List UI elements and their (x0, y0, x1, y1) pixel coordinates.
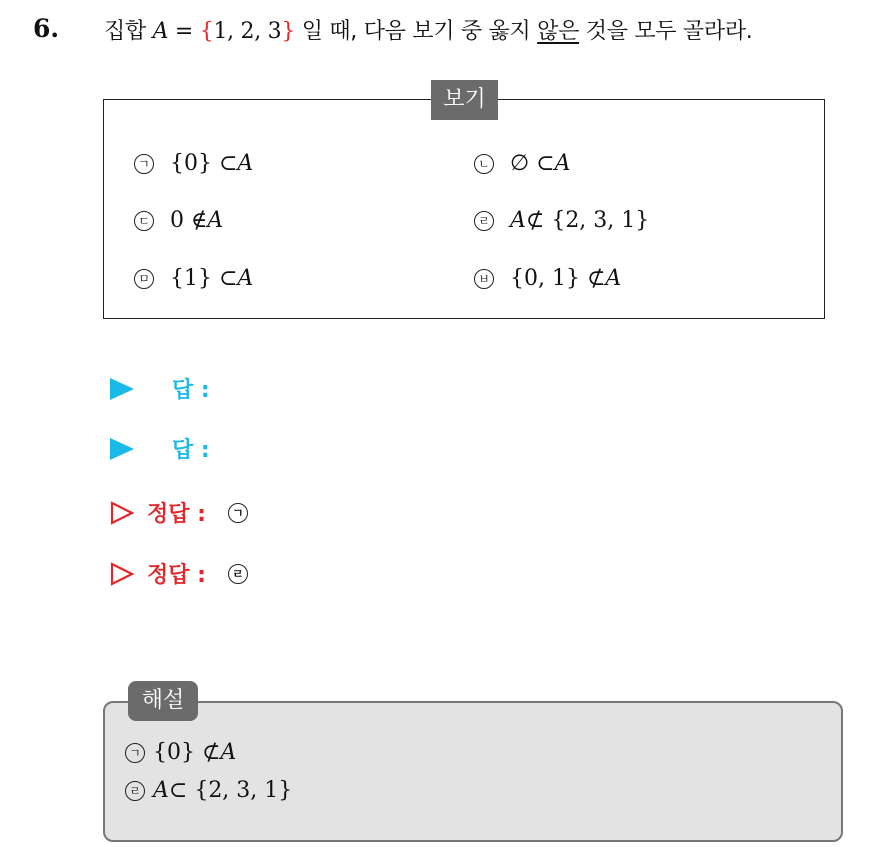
bogi-item-3 (134, 208, 223, 233)
answer-label: 답 : (172, 438, 210, 463)
circled-marker-icon: ㄹ (228, 564, 248, 584)
solution-line-1 (125, 740, 236, 765)
filled-triangle-icon (110, 438, 134, 460)
solution-box (103, 701, 843, 842)
bogi-expr-var: A (510, 208, 526, 233)
bogi-expr-var: A (237, 151, 254, 176)
circled-marker-icon: ㄷ (134, 211, 154, 231)
bogi-expr-var: A (237, 266, 254, 291)
outline-triangle-icon (110, 562, 134, 586)
solution-expr-var: A (153, 778, 169, 803)
bogi-label: 보기 (431, 80, 498, 120)
circled-marker-icon: ㄴ (474, 154, 494, 174)
bogi-item-5 (134, 266, 253, 291)
bogi-expr-var: A (605, 266, 622, 291)
question-middle: 일 때, 다음 보기 중 옳지 (295, 19, 538, 44)
equals-sign: = (168, 19, 200, 44)
circled-marker-icon: ㄱ (134, 154, 154, 174)
bogi-expr: {0} ⊂ (170, 151, 238, 176)
bogi-expr: {1} ⊂ (170, 266, 238, 291)
bogi-expr-var: A (554, 151, 571, 176)
circled-marker-icon: ㅁ (134, 269, 154, 289)
bogi-expr: ∅ ⊂ (510, 151, 555, 176)
open-brace: { (199, 19, 214, 44)
question-prefix: 집합 (104, 19, 153, 44)
circled-marker-icon: ㄱ (228, 503, 248, 523)
set-name: A (152, 19, 169, 44)
correct-answer-label: 정답 : (147, 563, 206, 588)
question-suffix: 것을 모두 골라라. (579, 19, 753, 44)
circled-marker-icon: ㄹ (474, 211, 494, 231)
answer-row-2 (110, 433, 230, 464)
close-brace: } (281, 19, 296, 44)
solution-label: 해설 (128, 681, 198, 721)
answer-row-1 (110, 373, 230, 404)
solution-expr: {0} ⊄ (153, 740, 221, 765)
filled-triangle-icon (110, 378, 134, 400)
solution-expr-var: A (220, 740, 237, 765)
bogi-item-1 (134, 151, 253, 176)
set-elements: 1, 2, 3 (213, 19, 282, 44)
correct-answer-row-2 (110, 558, 264, 589)
question-number: 6. (33, 14, 60, 43)
circled-marker-icon: ㄱ (125, 743, 145, 763)
bogi-expr-var: A (207, 208, 224, 233)
bogi-expr: {0, 1} ⊄ (510, 266, 606, 291)
circled-marker-icon: ㅂ (474, 269, 494, 289)
question-text (104, 14, 752, 45)
bogi-expr: 0 ∉ (170, 208, 208, 233)
correct-answer-label: 정답 : (147, 502, 206, 527)
underlined-word: 않은 (537, 19, 580, 44)
circled-marker-icon: ㄹ (125, 781, 145, 801)
bogi-item-4 (474, 208, 649, 233)
bogi-expr: ⊄ {2, 3, 1} (525, 208, 650, 233)
outline-triangle-icon (110, 501, 134, 525)
bogi-item-6 (474, 266, 621, 291)
solution-expr: ⊂ {2, 3, 1} (168, 778, 293, 803)
bogi-item-2 (474, 151, 570, 176)
solution-line-2 (125, 778, 292, 803)
answer-label: 답 : (172, 378, 210, 403)
correct-answer-row-1 (110, 497, 264, 528)
